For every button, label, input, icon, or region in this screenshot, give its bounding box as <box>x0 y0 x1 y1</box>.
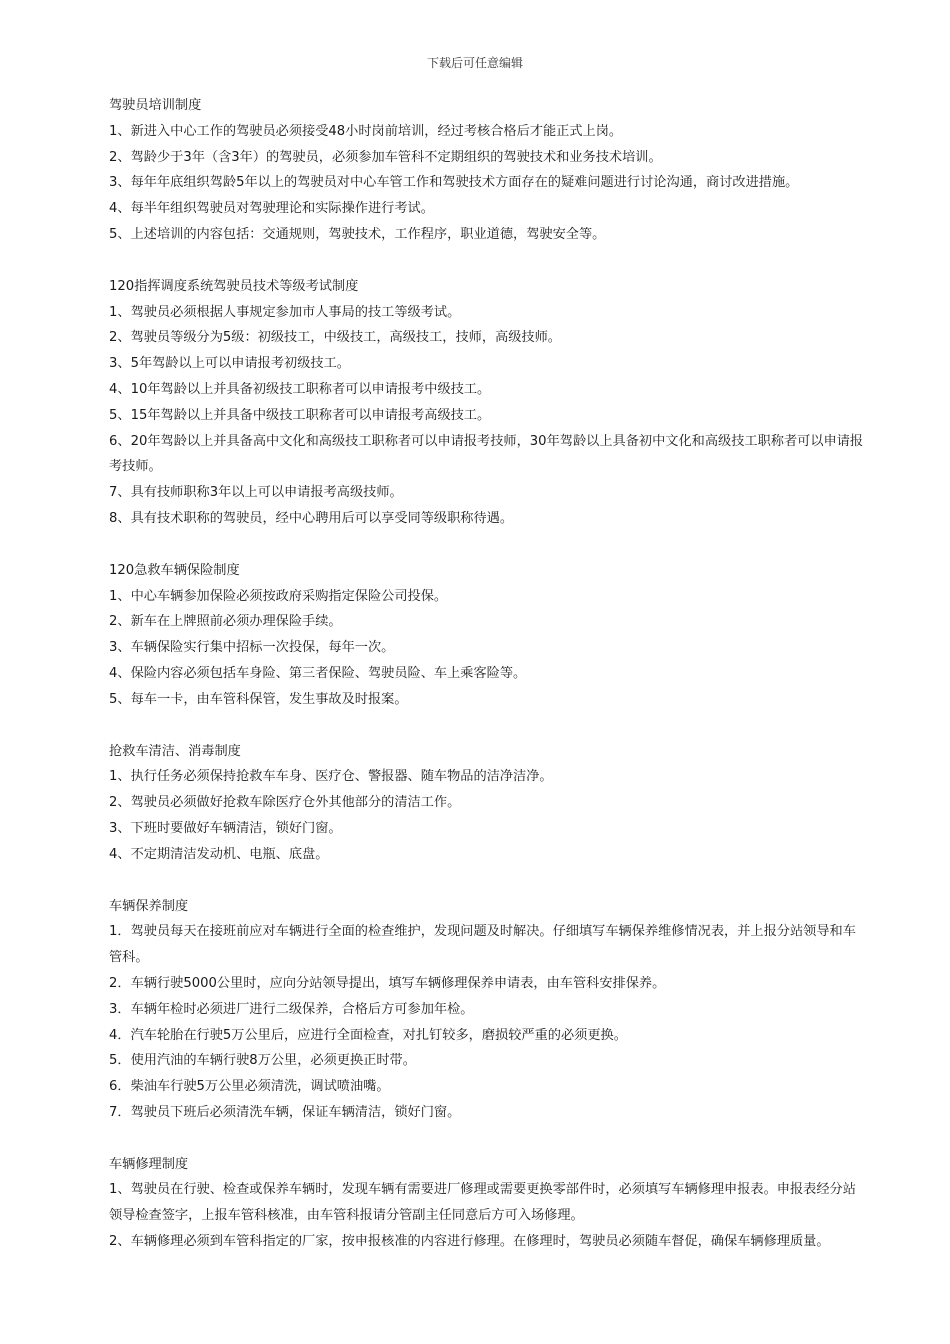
section-cleaning-disinfection <box>109 739 869 868</box>
rule-item: 7．驾驶员下班后必须清洗车辆，保证车辆清洁，锁好门窗。 <box>109 1104 461 1120</box>
section-title: 驾驶员培训制度 <box>109 98 202 113</box>
rule-item: 6．柴油车行驶5万公里必须清洗，调试喷油嘴。 <box>109 1079 390 1095</box>
rule-item: 5、每车一卡，由车管科保管，发生事故及时报案。 <box>109 691 408 707</box>
rule-item: 3、车辆保险实行集中招标一次投保，每年一次。 <box>109 640 395 656</box>
rule-item: 1、驾驶员必须根据人事规定参加市人事局的技工等级考试。 <box>109 304 461 320</box>
section-title: 120急救车辆保险制度 <box>109 562 240 578</box>
rule-item: 2、驾驶员必须做好抢救车除医疗仓外其他部分的清洁工作。 <box>109 795 461 811</box>
header-note: 下载后可任意编辑 <box>426 56 523 70</box>
rule-item: 2、车辆修理必须到车管科指定的厂家，按申报核准的内容进行修理。在修理时，驾驶员必须随车督促，确保车辆修理质量。 <box>109 1234 830 1250</box>
rule-item: 1、驾驶员在行驶、检查或保养车辆时，发现车辆有需要进厂修理或需要更换零部件时，必须填写车辆修理申报表。申报表经分站领导检查签字，上报车管科核准，由车管科报请分管副主任同意后方可入场修理。 <box>109 1182 856 1224</box>
rule-item: 4、10年驾龄以上并具备初级技工职称者可以申请报考中级技工。 <box>109 381 491 397</box>
rule-item: 5、上述培训的内容包括：交通规则，驾驶技术，工作程序，职业道德，驾驶安全等。 <box>109 226 606 242</box>
section-title: 车辆保养制度 <box>109 898 189 914</box>
rule-item: 2．车辆行驶5000公里时，应向分站领导提出，填写车辆修理保养申请表，由车管科安排保养。 <box>109 975 666 991</box>
rule-item: 2、新车在上牌照前必须办理保险手续。 <box>109 614 342 630</box>
section-driver-training <box>109 93 869 248</box>
rule-item: 4、保险内容必须包括车身险、第三者保险、驾驶员险、车上乘客险等。 <box>109 665 527 681</box>
rule-item: 4、不定期清洁发动机、电瓶、底盘。 <box>109 846 329 862</box>
rule-item: 1．驾驶员每天在接班前应对车辆进行全面的检查维护，发现问题及时解决。仔细填写车辆保养维修情况表，并上报分站领导和车管科。 <box>109 924 856 966</box>
rule-item: 3、5年驾龄以上可以申请报考初级技工。 <box>109 356 350 372</box>
rule-item: 6、20年驾龄以上并具备高中文化和高级技工职称者可以申请报考技师，30年驾龄以上具备初中文化和高级技工职称者可以申请报考技师。 <box>109 433 864 475</box>
rule-item: 4、每半年组织驾驶员对驾驶理论和实际操作进行考试。 <box>109 201 434 217</box>
rule-item: 1、中心车辆参加保险必须按政府采购指定保险公司投保。 <box>109 588 448 604</box>
rule-item: 2、驾驶员等级分为5级：初级技工，中级技工，高级技工，技师，高级技师。 <box>109 330 561 346</box>
rule-item: 3．车辆年检时必须进厂进行二级保养，合格后方可参加年检。 <box>109 1001 474 1017</box>
rule-item: 3、每年年底组织驾龄5年以上的驾驶员对中心车管工作和驾驶技术方面存在的疑难问题进行讨论沟通，商讨改进措施。 <box>109 175 799 191</box>
rule-item: 1、执行任务必须保持抢救车车身、医疗仓、警报器、随车物品的洁净洁净。 <box>109 769 553 785</box>
section-title: 120指挥调度系统驾驶员技术等级考试制度 <box>109 278 359 294</box>
section-driver-grade-exam <box>109 274 869 532</box>
section-vehicle-repair <box>109 1152 869 1255</box>
rule-item: 3、下班时要做好车辆清洁，锁好门窗。 <box>109 820 342 836</box>
rule-item: 1、新进入中心工作的驾驶员必须接受48小时岗前培训，经过考核合格后才能正式上岗。 <box>109 123 623 139</box>
rule-item: 4．汽车轮胎在行驶5万公里后，应进行全面检查，对扎钉较多，磨损较严重的必须更换。 <box>109 1027 627 1043</box>
rule-item: 7、具有技师职称3年以上可以申请报考高级技师。 <box>109 485 403 501</box>
document-body <box>109 93 869 1255</box>
section-vehicle-insurance <box>109 558 869 713</box>
section-title: 车辆修理制度 <box>109 1156 189 1172</box>
section-vehicle-maintenance <box>109 894 869 1126</box>
rule-item: 8、具有技术职称的驾驶员，经中心聘用后可以享受同等级职称待遇。 <box>109 510 514 526</box>
rule-item: 2、驾龄少于3年（含3年）的驾驶员，必须参加车管科不定期组织的驾驶技术和业务技术培训。 <box>109 149 662 165</box>
rule-item: 5．使用汽油的车辆行驶8万公里，必须更换正时带。 <box>109 1053 416 1069</box>
rule-item: 5、15年驾龄以上并具备中级技工职称者可以申请报考高级技工。 <box>109 407 491 423</box>
section-title: 抢救车清洁、消毒制度 <box>109 743 241 759</box>
